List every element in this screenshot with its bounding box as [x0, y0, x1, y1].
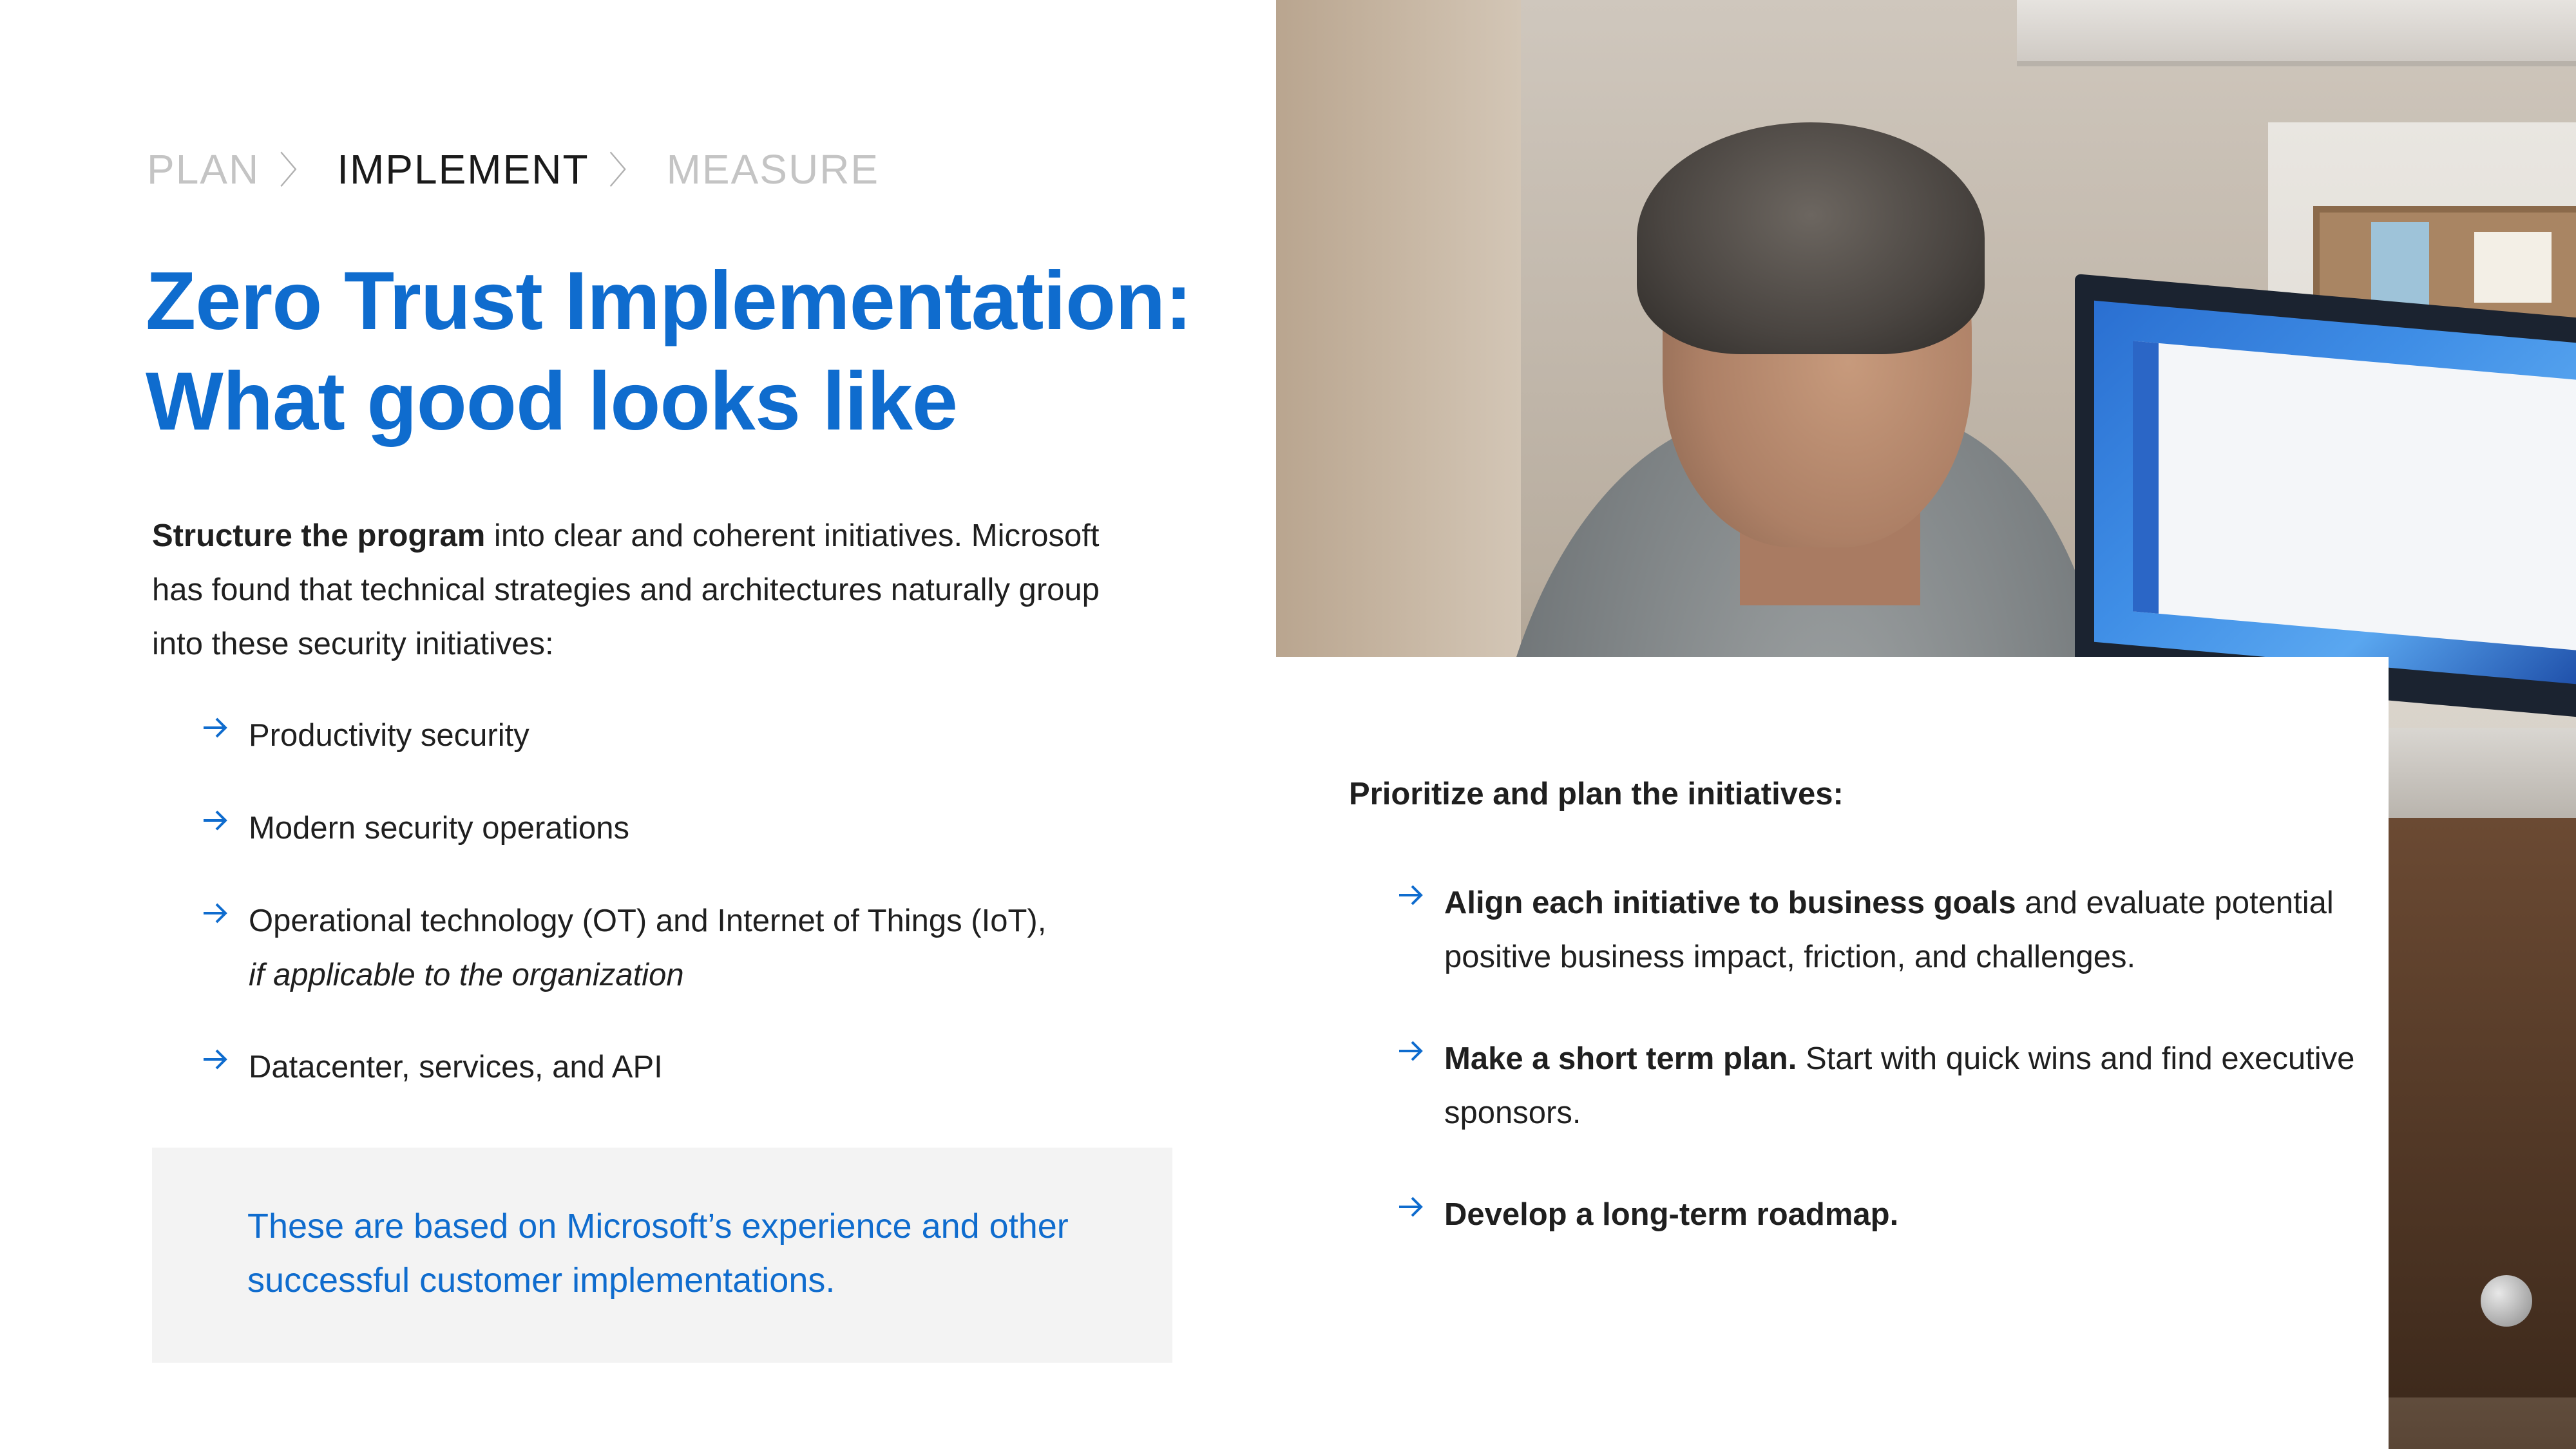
breadcrumb-separator: 〉: [279, 150, 318, 192]
initiative-text: [249, 894, 1150, 1002]
note-box: [152, 1148, 1172, 1363]
arrow-right-icon: [201, 899, 229, 927]
initiative-text-italic: if applicable to the organization: [249, 958, 684, 992]
plan-item-bold: Align each initiative to business goals: [1444, 886, 2016, 920]
initiative-text: Datacenter, services, and API: [249, 1050, 663, 1084]
plan-item-text: [1444, 876, 2372, 984]
breadcrumb-plan: PLAN: [147, 146, 260, 193]
initiative-text: Productivity security: [249, 718, 530, 753]
intro-bold: Structure the program: [152, 518, 486, 553]
title-line-2: What good looks like: [146, 355, 958, 448]
initiative-text: Modern security operations: [249, 811, 630, 846]
intro-paragraph: [152, 509, 1131, 671]
arrow-right-icon: [1397, 1037, 1425, 1065]
breadcrumb-measure: MEASURE: [666, 146, 880, 193]
plan-item-rest: Start with quick wins and find executive sponsors.: [1444, 1041, 2355, 1130]
plan-item-bold: Develop a long-term roadmap.: [1444, 1197, 1899, 1232]
plan-item-bold: Make a short term plan.: [1444, 1041, 1797, 1076]
arrow-right-icon: [1397, 1193, 1425, 1221]
note-text: These are based on Microsoft’s experience and other successful customer implementations.: [247, 1207, 1069, 1300]
title-line-1: Zero Trust Implementation:: [146, 255, 1192, 347]
arrow-right-icon: [201, 1045, 229, 1074]
breadcrumb: [147, 140, 879, 194]
arrow-right-icon: [201, 714, 229, 742]
plan-item-text: [1444, 1032, 2372, 1140]
arrow-right-icon: [1397, 881, 1425, 909]
plan-heading: Prioritize and plan the initiatives:: [1349, 777, 1844, 811]
plan-item-text: [1444, 1188, 2372, 1242]
plan-item-rest: and evaluate potential positive business impact, friction, and challenges.: [1444, 886, 2334, 974]
breadcrumb-implement: IMPLEMENT: [337, 146, 589, 193]
arrow-right-icon: [201, 806, 229, 835]
page-title: [146, 251, 1241, 452]
intro-rest: into clear and coherent initiatives. Microsoft has found that technical strategies and architectures naturally group into these security initiatives:: [152, 518, 1100, 661]
breadcrumb-separator: 〉: [608, 150, 647, 192]
initiative-text-main: Operational technology (OT) and Internet of Things (IoT),: [249, 904, 1047, 938]
